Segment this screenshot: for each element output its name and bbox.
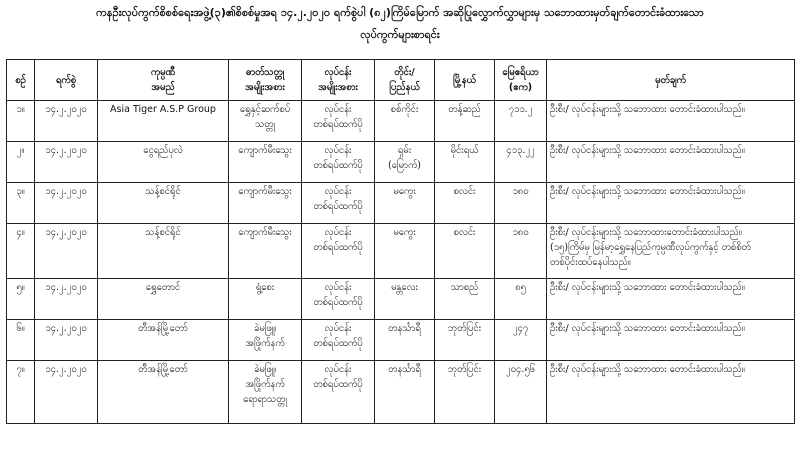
cell-region: မကွေး	[375, 224, 435, 279]
header-mineral: ဓာတ်သတ္တု အမျိုးအစား	[229, 60, 302, 101]
cell-company: ငွေရည်ပုလဲ	[98, 142, 229, 183]
table-row	[7, 101, 795, 142]
cell-area: ၈၅	[495, 279, 547, 320]
cell-township: စလင်း	[435, 224, 495, 279]
cell-region: ရှမ်း (မြောက်)	[375, 142, 435, 183]
cell-date: ၁၄.၂.၂၀၂၀	[35, 183, 98, 224]
cell-mineral: ရွှေနှင့်ဆက်စပ် သတ္တု	[229, 101, 302, 142]
cell-remark: ဦးစီး/ လုပ်ငန်းများသို့ သဘောထား တောင်းခံထားပါသည်။	[547, 101, 795, 142]
cell-company: သန့်စင်ရိုင်	[98, 183, 229, 224]
table-row	[7, 183, 795, 224]
cell-area: ၁၈၀	[495, 183, 547, 224]
cell-no: ၄။	[7, 224, 35, 279]
cell-no: ၅။	[7, 279, 35, 320]
header-date: ရက်စွဲ	[35, 60, 98, 101]
cell-date: ၁၄.၂.၂၀၂၀	[35, 279, 98, 320]
header-company: ကုမ္ပဏီ အမည်	[98, 60, 229, 101]
cell-work-type: လုပ်ငန်း တစ်ရပ်ထက်ပို	[302, 142, 375, 183]
cell-remark: ဦးစီး/ လုပ်ငန်းများသို့ သဘောထားတောင်းခံထားပါသည်။ (၁၅)ကြိမ်မှ မြန်မာ့ရွှေနေပြည်ကုမ္ပဏီလုပ်ကွက်နှင့် တစ်စိတ် တစ်ပိုင်းထပ်နေပါသည်။	[547, 224, 795, 279]
cell-area: ၂၄၇	[495, 320, 547, 361]
document-title: ကနဦးလုပ်ကွက်စိစစ်ရေးအဖွဲ့(၃)၏စိစစ်မှုအရ ၁၄.၂.၂၀၂၀ ရက်စွဲပါ (၈၂)ကြိမ်မြောက် အဆိုပြုလွှောက်လွှာများမှ သဘောထားမှတ်ချက်တောင်းခံထားသော	[96, 6, 704, 19]
cell-company: Asia Tiger A.S.P Group	[98, 101, 229, 142]
cell-no: ၁။	[7, 101, 35, 142]
table-header-row	[7, 60, 795, 101]
cell-date: ၁၄.၂.၂၀၂၀	[35, 142, 98, 183]
permits-table	[6, 59, 795, 424]
cell-mineral: ကျောက်မီးသွေး	[229, 142, 302, 183]
cell-company: သန့်စင်ရိုင်	[98, 224, 229, 279]
cell-remark: ဦးစီး/ လုပ်ငန်းများသို့ သဘောထား တောင်းခံထားပါသည်။	[547, 183, 795, 224]
cell-work-type: လုပ်ငန်း တစ်ရပ်ထက်ပို	[302, 320, 375, 361]
header-township: မြို့နယ်	[435, 60, 495, 101]
cell-date: ၁၄.၂.၂၀၂၀	[35, 101, 98, 142]
cell-mineral: ရွံ့စေး	[229, 279, 302, 320]
cell-remark: ဦးစီး/ လုပ်ငန်းများသို့ သဘောထား တောင်းခံထားပါသည်။	[547, 279, 795, 320]
cell-township: ဘုတ်ပြင်း	[435, 320, 495, 361]
cell-region: တနင်္သာရီ	[375, 320, 435, 361]
cell-township: တန့်ဆည်	[435, 101, 495, 142]
cell-no: ၃။	[7, 183, 35, 224]
cell-work-type: လုပ်ငန်း တစ်ရပ်ထက်ပို	[302, 183, 375, 224]
cell-mineral: ခဲမဖြူ၊ အဖြိုက်နက်	[229, 320, 302, 361]
header-region: တိုင်း/ ပြည်နယ်	[375, 60, 435, 101]
table-row	[7, 361, 795, 424]
cell-no: ၇။	[7, 361, 35, 424]
cell-region: မကွေး	[375, 183, 435, 224]
cell-township: မိုင်းရယ်	[435, 142, 495, 183]
cell-remark: ဦးစီး/ လုပ်ငန်းများသို့ သဘောထား တောင်းခံထားပါသည်။	[547, 320, 795, 361]
cell-date: ၁၄.၂.၂၀၂၀	[35, 320, 98, 361]
cell-company: တီအန်မြို့တော်	[98, 361, 229, 424]
cell-area: ၁၈၀	[495, 224, 547, 279]
header-area: မြေဧရိယာ (ဧက)	[495, 60, 547, 101]
cell-township: စလင်း	[435, 183, 495, 224]
cell-region: တနင်္သာရီ	[375, 361, 435, 424]
cell-remark: ဦးစီး/ လုပ်ငန်းများသို့ သဘောထား တောင်းခံထားပါသည်။	[547, 142, 795, 183]
table-row	[7, 224, 795, 279]
table-row	[7, 320, 795, 361]
table-row	[7, 279, 795, 320]
header-work-type: လုပ်ငန်း အမျိုးအစား	[302, 60, 375, 101]
cell-date: ၁၄.၂.၂၀၂၀	[35, 361, 98, 424]
cell-no: ၆။	[7, 320, 35, 361]
cell-date: ၁၄.၂.၂၀၂၀	[35, 224, 98, 279]
cell-township: ဘုတ်ပြင်း	[435, 361, 495, 424]
cell-township: သာစည်	[435, 279, 495, 320]
cell-work-type: လုပ်ငန်း တစ်ရပ်ထက်ပို	[302, 224, 375, 279]
cell-company: တီအန်မြို့တော်	[98, 320, 229, 361]
cell-mineral: ကျောက်မီးသွေး	[229, 224, 302, 279]
cell-remark: ဦးစီး/ လုပ်ငန်းများသို့ သဘောထား တောင်းခံထားပါသည်။	[547, 361, 795, 424]
cell-region: မန္တလေး	[375, 279, 435, 320]
header-remark: မှတ်ချက်	[547, 60, 795, 101]
cell-mineral: ကျောက်မီးသွေး	[229, 183, 302, 224]
header-no: စဉ်	[7, 60, 35, 101]
cell-region: စစ်ကိုင်း	[375, 101, 435, 142]
table-row	[7, 142, 795, 183]
cell-area: ၄၁၃.၂၂	[495, 142, 547, 183]
cell-work-type: လုပ်ငန်း တစ်ရပ်ထက်ပို	[302, 361, 375, 424]
cell-area: ၂၀၄.၅၆	[495, 361, 547, 424]
cell-no: ၂။	[7, 142, 35, 183]
cell-company: ရွှေတောင်	[98, 279, 229, 320]
cell-work-type: လုပ်ငန်း တစ်ရပ်ထက်ပို	[302, 279, 375, 320]
cell-mineral: ခဲမဖြူ၊ အဖြိုက်နက် ရောရာသတ္တု	[229, 361, 302, 424]
document-subtitle: လုပ်ကွက်များစာရင်း	[360, 28, 440, 41]
cell-work-type: လုပ်ငန်း တစ်ရပ်ထက်ပို	[302, 101, 375, 142]
cell-area: ၇၁၁.၂	[495, 101, 547, 142]
